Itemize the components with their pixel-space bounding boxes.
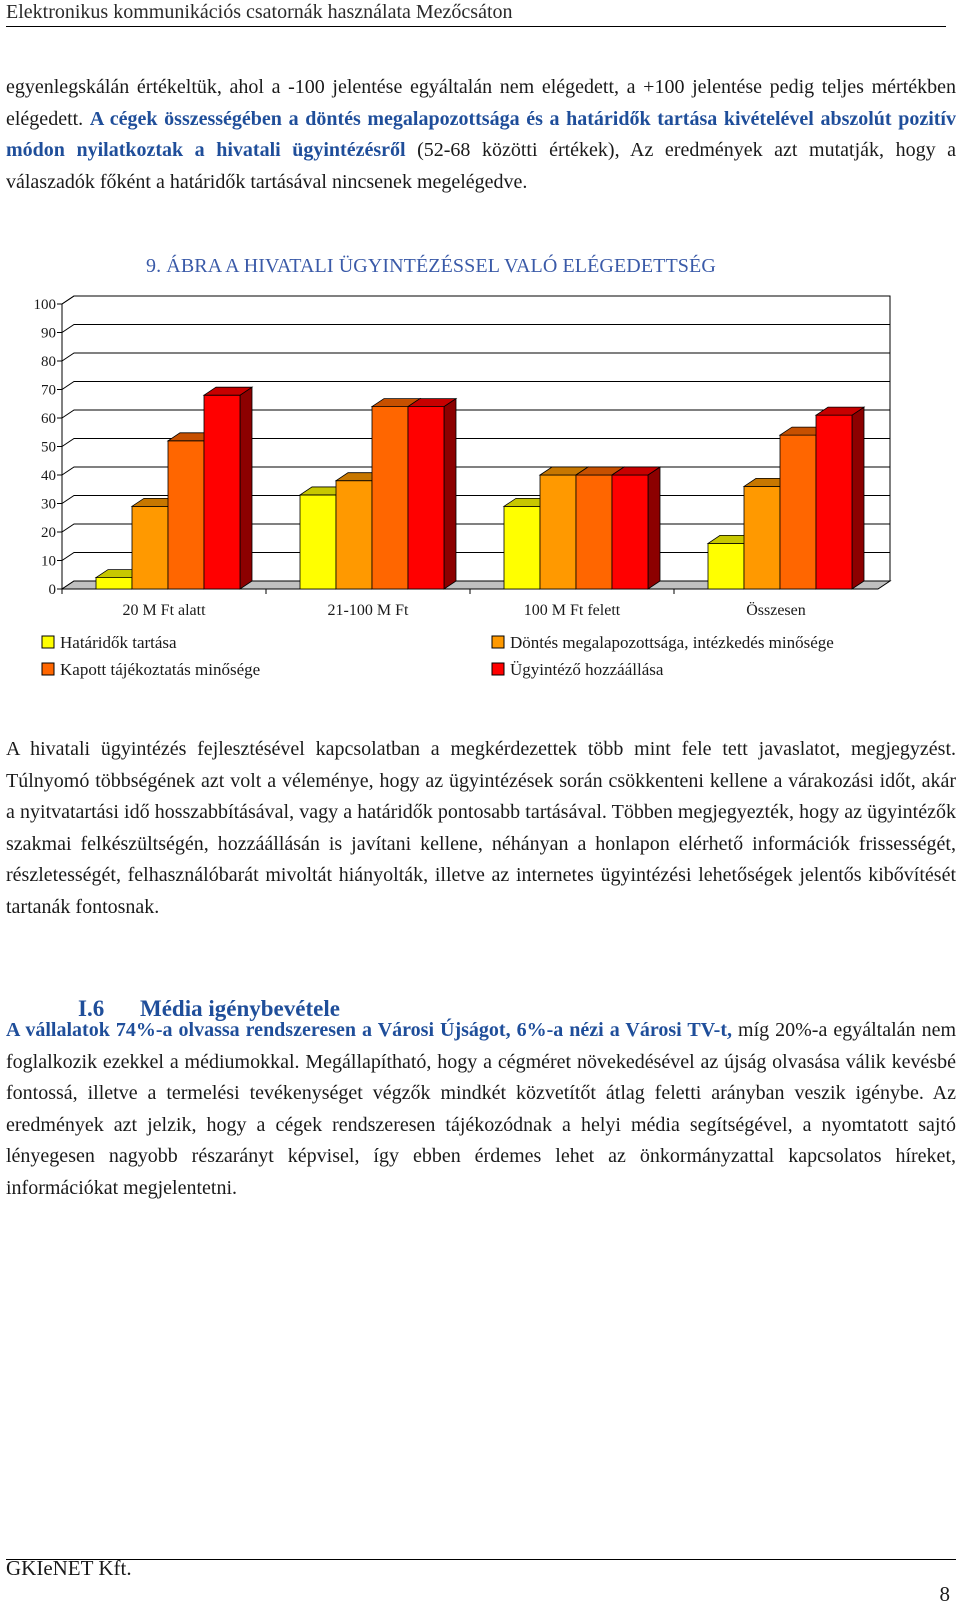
legend-label: Ügyintéző hozzáállása xyxy=(510,660,664,679)
bar xyxy=(504,506,540,589)
bar xyxy=(300,495,336,589)
bar xyxy=(540,475,576,589)
y-tick-label: 20 xyxy=(41,525,56,541)
bar xyxy=(372,407,408,589)
figure-title: 9. ÁBRA A HIVATALI ÜGYINTÉZÉSSEL VALÓ ELÉGEDETTSÉG xyxy=(146,255,716,277)
bar xyxy=(168,441,204,589)
legend-label: Határidők tartása xyxy=(60,633,177,652)
satisfaction-bar-chart xyxy=(0,0,960,700)
bar xyxy=(780,435,816,589)
x-category-label: 100 M Ft felett xyxy=(523,602,621,619)
bar-side xyxy=(648,467,660,589)
y-tick-label: 60 xyxy=(41,411,56,427)
bar-side xyxy=(852,407,864,589)
bar xyxy=(708,543,744,589)
x-category-label: 21-100 M Ft xyxy=(327,602,409,619)
bar xyxy=(816,415,852,589)
y-tick-label: 10 xyxy=(41,553,56,570)
bar xyxy=(408,407,444,589)
bar xyxy=(744,486,780,589)
legend-swatch xyxy=(492,636,504,648)
y-tick-label: 100 xyxy=(33,297,56,313)
footer-company: GKIeNET Kft. xyxy=(6,1556,132,1580)
intro-highlight: A cégek összességében a döntés megalapozottsága és a határidők tartása kivételével abszolút pozitív módon nyilatkoztak a hivatali ügyintézésről xyxy=(6,107,956,161)
legend-swatch xyxy=(42,636,54,648)
media-highlight: A vállalatok 74%-a olvassa rendszeresen a Városi Újságot, 6%-a nézi a Városi TV-t, xyxy=(6,1019,732,1041)
bar xyxy=(204,395,240,589)
suggestions-paragraph: A hivatali ügyintézés fejlesztésével kapcsolatban a megkérdezettek több mint fele tett javaslatot, megjegyzést. Túlnyomó többségének azt volt a véleménye, hogy az ügyintézések során csökkenteni kellene a várakozási időt, akár a nyitvatartási idő hosszabbításával, vagy a határidők pontosabb tartásával. Többen megjegyezték, hogy az ügyintézők szakmai felkészültségén, hozzáállásán is javítani kellene, néhányan a honlapon elérhető információk frissességét, részletességét, felhasználóbarát mivoltát hiányolták, illetve az internetes ügyintézési lehetőségek jelentős kibővítését tartanák fontosnak. xyxy=(6,738,956,918)
bar xyxy=(612,475,648,589)
page-footer xyxy=(6,1556,956,1606)
intro-text-1: egyenlegskálán értékeltük, ahol a -100 jelentése egyáltalán nem elégedett, a +100 jelentése pedig teljes mértékben elégedett. xyxy=(6,76,956,130)
legend-swatch xyxy=(42,663,54,675)
bar xyxy=(576,475,612,589)
section-number: I.6 xyxy=(78,996,105,1021)
bar-side xyxy=(240,387,252,589)
page-number: 8 xyxy=(939,1582,950,1606)
x-category-label: 20 M Ft alatt xyxy=(122,602,206,619)
y-tick-label: 0 xyxy=(48,582,56,598)
bar xyxy=(336,481,372,589)
y-tick-label: 40 xyxy=(41,468,56,484)
legend-label: Kapott tájékoztatás minősége xyxy=(60,660,261,679)
y-tick-label: 30 xyxy=(41,496,56,513)
legend-label: Döntés megalapozottsága, intézkedés minősége xyxy=(510,633,834,652)
header-title: Elektronikus kommunikációs csatornák használata Mezőcsáton xyxy=(6,1,513,23)
bar-side xyxy=(444,399,456,589)
y-tick-label: 90 xyxy=(41,325,56,342)
y-tick-label: 70 xyxy=(41,382,56,399)
x-category-label: Összesen xyxy=(746,602,806,619)
section-title: Média igénybevétele xyxy=(140,996,340,1021)
bar xyxy=(132,506,168,589)
intro-text-2: (52-68 közötti értékek), Az eredmények azt mutatják, hogy a válaszadók főként a határidők tartásával nincsenek megelégedve. xyxy=(6,139,957,193)
y-tick-label: 80 xyxy=(41,354,56,370)
media-paragraph xyxy=(6,1015,956,1204)
y-tick-label: 50 xyxy=(41,439,56,456)
media-text: míg 20%-a egyáltalán nem foglalkozik ezekkel a médiumokkal. Megállapítható, hogy a cégméret növekedésével az újság olvasása válik kevésbé fontossá, illetve a termelési tevékenységet végzők mindkét közvetítőt átlag feletti arányban veszik igénybe. Az eredmények azt jelzik, hogy a cégek rendszeresen tájékozódnak a helyi média segítségével, a nyomtatott sajtó lényegesen nagyobb részarányt képvisel, így ebben érdemes lehet az önkormányzattal kapcsolatos híreket, információkat megjelentetni. xyxy=(6,1019,956,1199)
bar xyxy=(96,578,132,589)
legend-swatch xyxy=(492,663,504,675)
